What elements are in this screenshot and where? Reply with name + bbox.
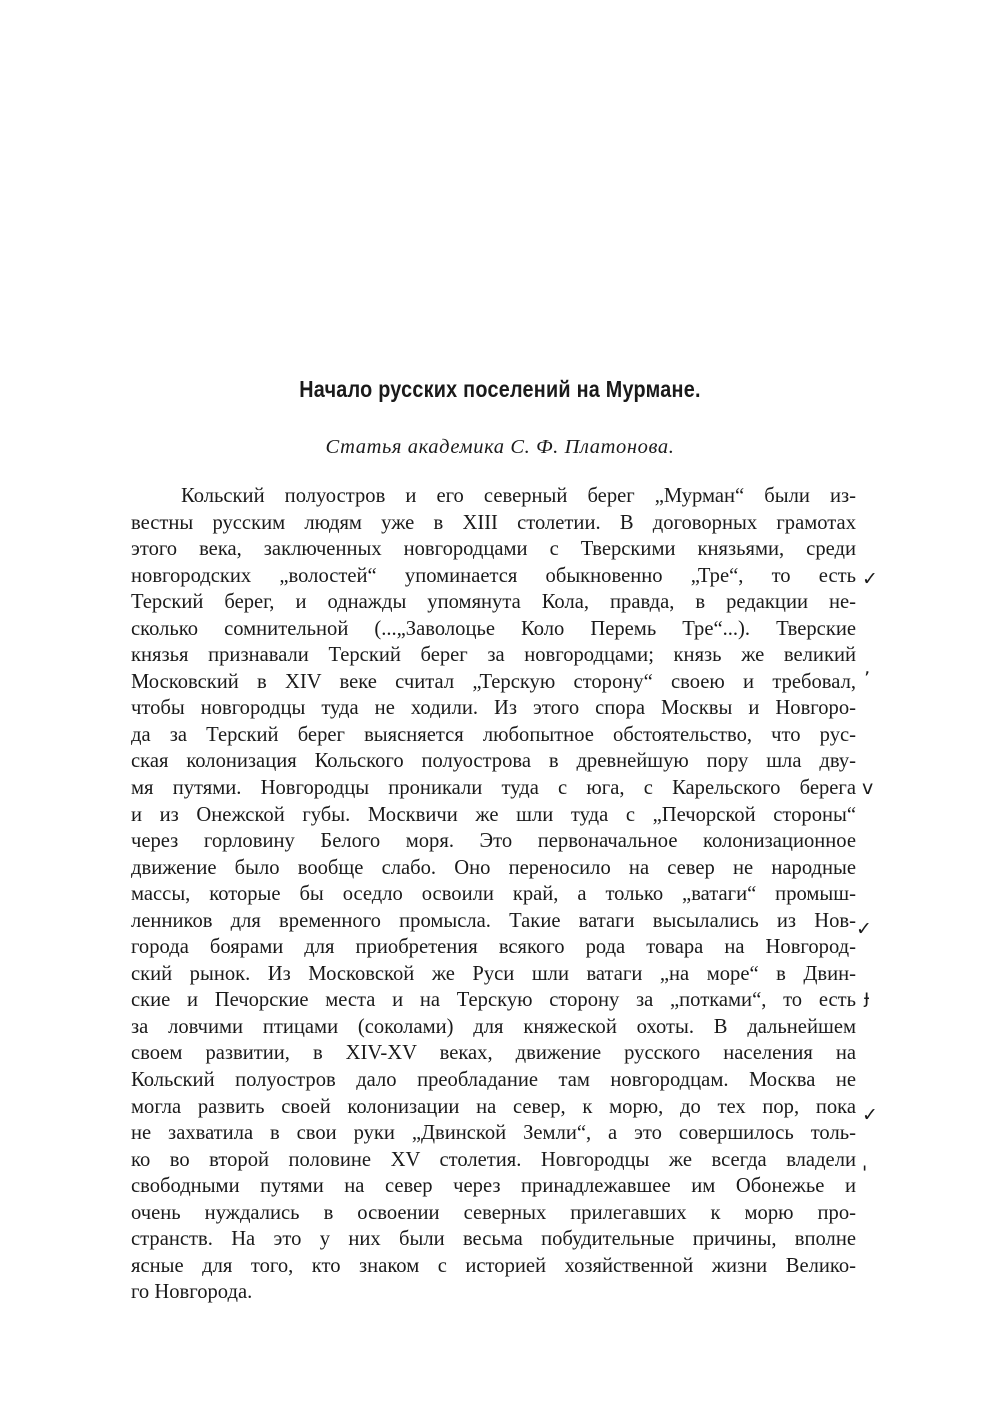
article-subtitle: Статья академика С. Ф. Платонова. xyxy=(325,436,675,458)
text-line: города боярами для приобретения всякого рода товара на Новгород- xyxy=(131,936,856,959)
text-line: князья признавали Терский берег за новгородцами; князь же великий xyxy=(131,644,856,667)
text-line: сколько сомнительной (...„Заволоцье Коло Перемь Тре“...). Тверские xyxy=(131,617,856,640)
text-line: да за Терский берег выясняется любопытное обстоятельство, что рус- xyxy=(131,723,856,746)
margin-check-mark: ✓ xyxy=(862,568,878,590)
text-line: Московский в XIV веке считал „Терскую сторону“ своею и требовал, xyxy=(131,670,856,693)
text-line: мя путями. Новгородцы проникали туда с юга, с Карельского берега xyxy=(131,777,856,800)
text-line: через горловину Белого моря. Это первоначальное колонизационное xyxy=(131,830,856,853)
article-body xyxy=(131,483,856,1306)
text-line: свободными путями на север через принадлежавшее им Обонежье и xyxy=(131,1175,856,1198)
text-line: своем развитии, в XIV-XV веках, движение русского населения на xyxy=(131,1042,856,1065)
text-line: чтобы новгородцы туда не ходили. Из этого спора Москвы и Новгоро- xyxy=(131,697,856,720)
text-line: ская колонизация Кольского полуострова в древнейшую пору шла дву- xyxy=(131,750,856,773)
text-line: новгородских „волостей“ упоминается обыкновенно „Тре“, то есть xyxy=(131,564,856,587)
text-line: очень нуждались в освоении северных прилегавших к морю про- xyxy=(131,1201,856,1224)
article-title: Начало русских поселений на Мурмане. xyxy=(299,376,701,402)
text-line: и из Онежской губы. Москвичи же шли туда с „Печорской стороны“ xyxy=(131,803,856,826)
text-line: Кольский полуостров и его северный берег „Мурман“ были из- xyxy=(181,485,856,507)
text-line: вестны русским людям уже в XIII столетии. В договорных грамотах xyxy=(131,511,856,534)
text-line: за ловчими птицами (соколами) для княжеской охоты. В дальнейшем xyxy=(131,1015,856,1038)
margin-check-mark: ' xyxy=(862,1162,868,1184)
text-line: этого века, заключенных новгородцами с Тверскими князьями, среди xyxy=(131,538,856,561)
margin-check-mark: v xyxy=(862,777,874,799)
text-line: не захватила в свои руки „Двинской Земли“, а это совершилось толь- xyxy=(131,1122,856,1145)
text-line: ский рынок. Из Московской же Руси шли ватаги „на море“ в Двин- xyxy=(131,962,856,985)
text-line: Кольский полуостров дало преобладание там новгородцам. Москва не xyxy=(131,1069,856,1092)
text-line: ко во второй половине XV столетия. Новгородцы же всегда владели xyxy=(131,1148,856,1171)
margin-check-mark: ɟ xyxy=(864,986,870,1008)
text-line: Терский берег, и однажды упомянута Кола, правда, в редакции не- xyxy=(131,591,856,614)
text-line: массы, которые бы оседло освоили край, а только „ватаги“ промыш- xyxy=(131,883,856,906)
text-line: ясные для того, кто знаком с историей хозяйственной жизни Велико- xyxy=(131,1254,856,1277)
text-line: го Новгорода. xyxy=(131,1281,253,1304)
text-line: странств. На это у них были весьма побудительные причины, вполне xyxy=(131,1228,856,1251)
margin-check-mark: ✓ xyxy=(856,918,872,940)
text-line: могла развить своей колонизации на север, к морю, до тех пор, пока xyxy=(131,1095,856,1118)
margin-check-mark: ✓ xyxy=(862,1104,878,1126)
text-line: ские и Печорские места и на Терскую сторону за „потками“, то есть xyxy=(131,989,856,1012)
margin-check-mark: ʼ xyxy=(864,668,871,690)
text-line: ленников для временного промысла. Такие ватаги высылались из Нов- xyxy=(131,909,856,932)
text-line: движение было вообще слабо. Оно переносило на север не народные xyxy=(131,856,856,879)
